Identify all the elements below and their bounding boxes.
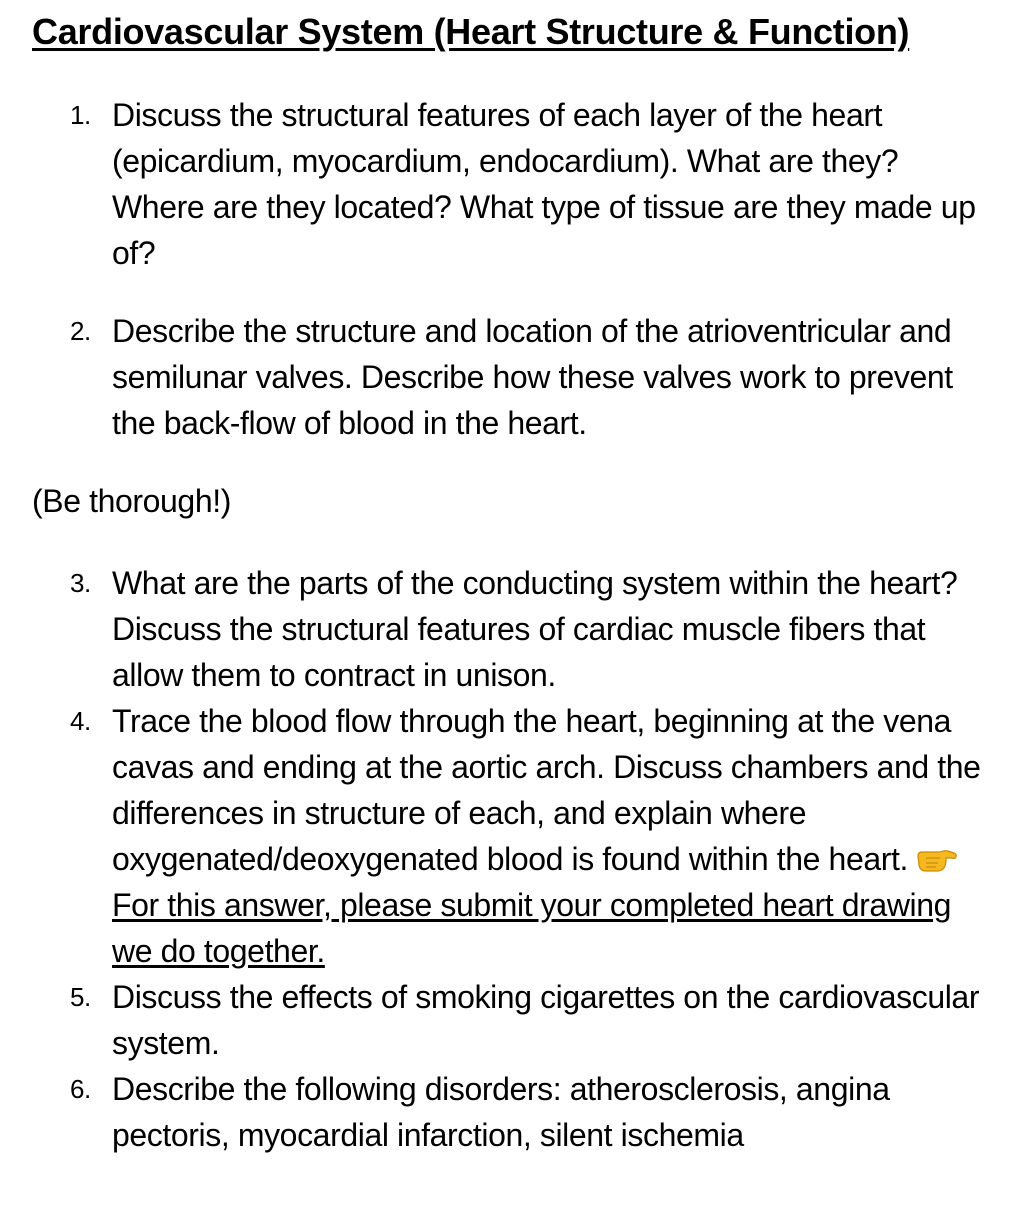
question-number: 6.: [70, 1074, 91, 1104]
question-6: [32, 1066, 992, 1158]
question-text: Discuss the effects of smoking cigarettes on the cardiovascular system.: [112, 979, 980, 1061]
question-text: Describe the following disorders: atherosclerosis, angina pectoris, myocardial infarction, silent ischemia: [112, 1071, 890, 1153]
question-number: 3.: [70, 568, 91, 598]
heart-drawing-link[interactable]: For this answer, please submit your completed heart drawing we do together.: [112, 887, 952, 969]
question-text: Trace the blood flow through the heart, beginning at the vena cavas and ending at the aortic arch. Discuss chambers and the differences in structure of each, and explain where oxygenated/deoxygenated blood is found within the heart.: [112, 703, 981, 877]
question-text: What are the parts of the conducting system within the heart? Discuss the structural features of cardiac muscle fibers that allow them to contract in unison.: [112, 565, 958, 693]
question-number: 5.: [70, 982, 91, 1012]
pointing-hand-icon: [916, 840, 958, 870]
question-text: Discuss the structural features of each layer of the heart (epicardium, myocardium, endocardium). What are they? Where are they located? What type of tissue are they made up of?: [112, 97, 976, 271]
question-3: [32, 560, 992, 698]
question-list-a: [32, 92, 992, 446]
question-number: 2.: [70, 316, 91, 346]
thorough-note: (Be thorough!): [32, 483, 231, 519]
question-2: [32, 308, 992, 446]
question-5: [32, 974, 992, 1066]
question-list-b: [32, 560, 992, 1158]
question-number: 4.: [70, 706, 91, 736]
question-text: Describe the structure and location of the atrioventricular and semilunar valves. Describe how these valves work to prevent the back-flow of blood in the heart.: [112, 313, 953, 441]
document: [32, 10, 992, 1158]
page-title: Cardiovascular System (Heart Structure & Function): [32, 11, 910, 52]
question-number: 1.: [70, 100, 91, 130]
question-1: [32, 92, 992, 276]
question-4: [32, 698, 992, 974]
